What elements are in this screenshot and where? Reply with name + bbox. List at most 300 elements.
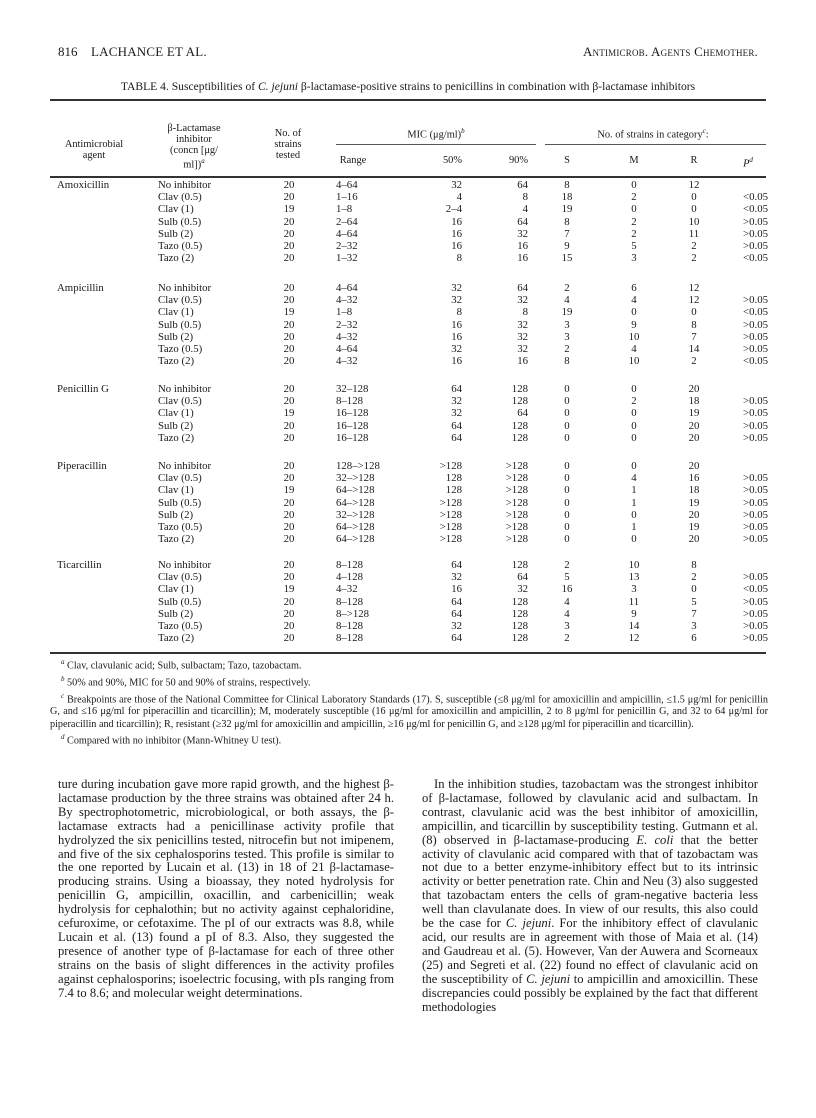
- p-value-cell: >0.05: [743, 330, 768, 343]
- inhibitor-cell: Clav (1): [158, 583, 194, 596]
- footnote-a: $^a$ Clav, clavulanic acid; Sulb, sulbactam; Tazo, tazobactam.: [61, 658, 302, 672]
- count-m-cell: 6: [631, 282, 637, 294]
- count-m-cell: 0: [631, 431, 637, 444]
- mic50-cell: >128: [439, 496, 462, 509]
- table-row: [0, 632, 816, 644]
- inhibitor-cell: Tazo (0.5): [158, 620, 203, 632]
- mic-range-cell: 4–64: [336, 282, 358, 294]
- mic90-cell: 128: [511, 419, 528, 432]
- running-authors: LACHANCE ET AL.: [91, 44, 207, 59]
- count-r-cell: 8: [691, 559, 697, 571]
- strains-tested-cell: 20: [283, 355, 295, 368]
- inhibitor-cell: Tazo (0.5): [158, 343, 203, 355]
- footnote-c: $^c$ Breakpoints are those of the National Committee for Clinical Laboratory Standards (17). S, susceptible (≤8 μg/ml for amoxicillin and ampicillin, ≤1.5 μg/ml for penicillin G, and ≤16 μg/ml for piperacillin and ticarcillin); M, moderately susceptible (16 μg/ml for amoxicillin and ampicillin, 2 to 8 μg/ml for penicillin G, and 32 to 64 μg/ml for piperacillin and ticarcillin); R, resistant (≥32 μg/ml for amoxicillin and ampicillin, ≥16 μg/ml for penicillin G, and ≥128 μg/ml for piperacillin and ticarcillin).: [50, 691, 768, 730]
- mic90-cell: >128: [505, 508, 528, 521]
- table-row: [0, 484, 816, 496]
- mic-range-cell: 8–128: [336, 595, 363, 608]
- count-m-cell: 0: [631, 508, 637, 521]
- inhibitor-cell: Clav (0.5): [158, 571, 202, 584]
- mic-range-cell: 4–32: [336, 583, 358, 596]
- mic50-cell: >128: [439, 460, 462, 472]
- table-bottom-rule: [50, 652, 766, 654]
- mic90-cell: 16: [517, 355, 528, 368]
- count-s-cell: 0: [564, 460, 570, 472]
- inhibitor-cell: Clav (0.5): [158, 472, 202, 485]
- count-m-cell: 0: [631, 306, 637, 319]
- inhibitor-cell: Sulb (2): [158, 227, 194, 240]
- mic90-cell: >128: [505, 533, 528, 546]
- inhibitor-cell: Tazo (0.5): [158, 240, 203, 252]
- mic-range-cell: 64–>128: [336, 521, 375, 533]
- mic90-cell: 64: [517, 407, 528, 420]
- mic50-cell: 32: [451, 179, 462, 191]
- p-value-cell: >0.05: [743, 521, 768, 533]
- table-row: [0, 355, 816, 367]
- mic-range-cell: 8–128: [336, 559, 363, 571]
- count-m-cell: 14: [628, 620, 640, 632]
- p-value-cell: >0.05: [743, 407, 768, 420]
- table-header-rule: [50, 176, 766, 178]
- body-right-column: [422, 778, 758, 1014]
- mic-range-cell: 4–32: [336, 294, 358, 307]
- mic-range-cell: 2–32: [336, 318, 358, 331]
- table-row: [0, 179, 816, 191]
- inhibitor-cell: Sulb (0.5): [158, 215, 202, 228]
- mic90-cell: 128: [511, 607, 528, 620]
- strains-tested-cell: 19: [283, 484, 295, 497]
- count-s-cell: 4: [564, 607, 570, 620]
- count-r-cell: 10: [688, 215, 700, 228]
- count-s-cell: 0: [564, 533, 570, 546]
- strains-tested-cell: 20: [283, 179, 295, 191]
- inhibitor-cell: Sulb (0.5): [158, 318, 202, 331]
- mic50-cell: 16: [451, 240, 462, 252]
- count-m-cell: 0: [631, 203, 637, 216]
- mic90-cell: 32: [517, 294, 528, 307]
- count-m-cell: 13: [628, 571, 640, 584]
- mic-range-cell: 1–32: [336, 252, 358, 265]
- count-m-cell: 10: [628, 559, 640, 571]
- strains-tested-cell: 20: [283, 607, 295, 620]
- count-s-cell: 0: [564, 472, 570, 485]
- table-row: [0, 203, 816, 215]
- count-s-cell: 0: [564, 484, 570, 497]
- strains-tested-cell: 20: [283, 191, 295, 204]
- strains-tested-cell: 19: [283, 203, 295, 216]
- count-s-cell: 3: [564, 620, 570, 632]
- mic50-cell: 64: [451, 559, 462, 571]
- mic-range-cell: 8–>128: [336, 607, 370, 620]
- count-r-cell: 2: [691, 355, 697, 368]
- count-m-cell: 11: [628, 595, 640, 608]
- mic90-cell: >128: [505, 496, 528, 509]
- table-row: [0, 420, 816, 432]
- mic50-cell: 16: [451, 355, 462, 368]
- count-m-cell: 9: [631, 318, 637, 331]
- count-m-cell: 0: [631, 533, 637, 546]
- table-row: [0, 252, 816, 264]
- inhibitor-cell: Clav (1): [158, 484, 194, 497]
- mic-range-cell: 4–64: [336, 227, 358, 240]
- p-value-cell: >0.05: [743, 395, 768, 408]
- count-m-cell: 0: [631, 407, 637, 420]
- mic-range-cell: 8–128: [336, 632, 363, 645]
- strains-tested-cell: 20: [283, 472, 295, 485]
- p-value-cell: <0.05: [743, 252, 768, 265]
- inhibitor-cell: Clav (1): [158, 407, 194, 420]
- count-r-cell: 7: [691, 607, 697, 620]
- mic50-cell: 16: [451, 330, 462, 343]
- strains-tested-cell: 20: [283, 282, 295, 294]
- mic-range-cell: 1–16: [336, 191, 358, 204]
- mic-range-cell: 64–>128: [336, 533, 375, 546]
- count-r-cell: 20: [688, 419, 700, 432]
- p-value-cell: >0.05: [743, 318, 768, 331]
- count-s-cell: 7: [564, 227, 570, 240]
- mic50-cell: 64: [451, 607, 462, 620]
- table-row: [0, 343, 816, 355]
- count-s-cell: 2: [564, 632, 570, 645]
- mic50-cell: 128: [445, 484, 462, 497]
- mic50-cell: 4: [456, 191, 462, 204]
- count-m-cell: 10: [628, 355, 640, 368]
- table-caption: TABLE 4. Susceptibilities of C. jejuni β-lactamase-positive strains to penicillins in combination with β-lactamase inhibitors: [120, 80, 696, 93]
- count-s-cell: 8: [564, 215, 570, 228]
- p-value-cell: >0.05: [743, 595, 768, 608]
- mic90-cell: 32: [517, 330, 528, 343]
- p-value-cell: >0.05: [743, 431, 768, 444]
- strains-tested-cell: 20: [283, 508, 295, 521]
- inhibitor-cell: Clav (1): [158, 203, 194, 216]
- mic-range-cell: 16–128: [336, 431, 369, 444]
- count-m-cell: 9: [631, 607, 637, 620]
- p-value-cell: >0.05: [743, 227, 768, 240]
- strains-tested-cell: 20: [283, 632, 295, 645]
- p-value-cell: <0.05: [743, 203, 768, 216]
- table-row: [0, 521, 816, 533]
- count-m-cell: 0: [631, 460, 637, 472]
- count-m-cell: 1: [631, 496, 637, 509]
- inhibitor-cell: Tazo (2): [158, 355, 195, 368]
- table-row: [0, 240, 816, 252]
- p-value-cell: >0.05: [743, 472, 768, 485]
- strains-tested-cell: 19: [283, 583, 295, 596]
- count-m-cell: 0: [631, 419, 637, 432]
- count-m-cell: 4: [631, 294, 637, 307]
- agent-cell: Piperacillin: [57, 460, 107, 472]
- inhibitor-cell: No inhibitor: [158, 282, 212, 294]
- mic-range-cell: 8–128: [336, 620, 363, 632]
- count-m-cell: 12: [628, 632, 640, 645]
- table-row: [0, 407, 816, 419]
- footnote-d: $^d$ Compared with no inhibitor (Mann-Whitney U test).: [61, 733, 282, 747]
- table-row: [0, 216, 816, 228]
- strains-tested-cell: 20: [283, 227, 295, 240]
- p-value-cell: <0.05: [743, 583, 768, 596]
- count-r-cell: 18: [688, 395, 700, 408]
- count-r-cell: 16: [688, 472, 700, 485]
- strains-tested-cell: 20: [283, 496, 295, 509]
- mic50-cell: 2–4: [445, 203, 462, 216]
- count-m-cell: 2: [631, 191, 637, 204]
- mic50-cell: 32: [451, 294, 462, 307]
- mic90-cell: 64: [517, 179, 528, 191]
- header-range: Range: [339, 155, 367, 166]
- table-row: [0, 383, 816, 395]
- count-s-cell: 15: [561, 252, 573, 265]
- inhibitor-cell: No inhibitor: [158, 383, 212, 395]
- mic90-cell: 32: [517, 343, 528, 355]
- header-inhibitor: β-Lactamase inhibitor (concn [μg/ ml])$^a$: [167, 123, 221, 171]
- count-s-cell: 0: [564, 395, 570, 408]
- p-value-cell: >0.05: [743, 419, 768, 432]
- table-row: [0, 228, 816, 240]
- mic-range-cell: 32–>128: [336, 472, 375, 485]
- count-r-cell: 20: [688, 431, 700, 444]
- count-m-cell: 2: [631, 227, 637, 240]
- inhibitor-cell: Tazo (2): [158, 431, 195, 444]
- table-row: [0, 460, 816, 472]
- strains-tested-cell: 20: [283, 419, 295, 432]
- mic-range-cell: 32–>128: [336, 508, 375, 521]
- p-value-cell: <0.05: [743, 355, 768, 368]
- strains-tested-cell: 20: [283, 343, 295, 355]
- strains-tested-cell: 20: [283, 383, 295, 395]
- inhibitor-cell: Tazo (2): [158, 632, 195, 645]
- table-footnotes: [50, 656, 768, 748]
- mic50-cell: 64: [451, 383, 462, 395]
- mic-range-cell: 2–32: [336, 240, 358, 252]
- p-value-cell: >0.05: [743, 343, 768, 355]
- agent-cell: Amoxicillin: [57, 179, 110, 191]
- table-row: [0, 608, 816, 620]
- table-row: [0, 620, 816, 632]
- table-row: [0, 331, 816, 343]
- count-m-cell: 3: [631, 252, 637, 265]
- table-row: [0, 282, 816, 294]
- count-s-cell: 19: [561, 306, 573, 319]
- table-row: [0, 559, 816, 571]
- mic50-cell: 16: [451, 215, 462, 228]
- count-m-cell: 5: [631, 240, 637, 252]
- table-row: [0, 583, 816, 595]
- count-s-cell: 3: [564, 330, 570, 343]
- strains-tested-cell: 19: [283, 306, 295, 319]
- mic90-cell: >128: [505, 484, 528, 497]
- mic-range-cell: 32–128: [336, 383, 369, 395]
- p-value-cell: >0.05: [743, 484, 768, 497]
- count-r-cell: 0: [691, 191, 697, 204]
- mic90-cell: 128: [511, 595, 528, 608]
- header-m: M: [629, 155, 639, 166]
- header-mic-group: MIC $(\mu g/ml)^b$: [407, 127, 465, 141]
- mic50-cell: 64: [451, 431, 462, 444]
- p-value-cell: >0.05: [743, 620, 768, 632]
- mic-range-cell: 4–64: [336, 179, 358, 191]
- mic-range-cell: 4–32: [336, 330, 358, 343]
- inhibitor-cell: Clav (0.5): [158, 395, 202, 408]
- count-r-cell: 6: [691, 632, 697, 645]
- count-r-cell: 5: [691, 595, 697, 608]
- mic-range-cell: 64–>128: [336, 496, 375, 509]
- inhibitor-cell: Sulb (2): [158, 419, 194, 432]
- header-strains-tested: No. of strains tested: [274, 128, 302, 161]
- page-number: 816: [58, 44, 78, 59]
- inhibitor-cell: Sulb (0.5): [158, 595, 202, 608]
- count-r-cell: 12: [688, 179, 700, 191]
- count-r-cell: 0: [691, 203, 697, 216]
- mic-range-cell: 16–128: [336, 407, 369, 420]
- mic50-cell: 64: [451, 419, 462, 432]
- agent-cell: Penicillin G: [57, 383, 109, 395]
- mic90-cell: 4: [522, 203, 528, 216]
- count-s-cell: 16: [561, 583, 573, 596]
- mic50-cell: >128: [439, 508, 462, 521]
- count-m-cell: 4: [631, 472, 637, 485]
- inhibitor-cell: Tazo (2): [158, 533, 195, 546]
- mic50-cell: 32: [451, 343, 462, 355]
- count-s-cell: 2: [564, 282, 570, 294]
- mic50-cell: 8: [456, 252, 462, 265]
- count-s-cell: 2: [564, 343, 570, 355]
- mic50-cell: 32: [451, 395, 462, 408]
- count-r-cell: 2: [691, 571, 697, 584]
- paragraph: ture during incubation gave more rapid growth, and the highest β-lactamase production by the three strains was obtained after 24 h. By spectrophotometric, microbiological, or both assays, the β-lactamase extracts had a penicillinase activity profile that hydrolyzed the six penicillins tested, nitrocefin but not imipenem, and five of the six cephalosporins tested. This profile is similar to the one reported by Lucain et al. (13) in 18 of 21 β-lactamase-producing strains. Using a bioassay, they noted hydrolysis for penicillin G, ampicillin, oxacillin, and carbenicillin; weak hydrolysis for cephalothin; but no activity against cephaloridine, cefuroxime, or cefotaxime. The pI of our extracts was 8.8, while Lucain et al. (13) found a pI of 8.3. Also, they suggested the presence of another type of β-lactamase for each of three other strains on the basis of slight differences in the activity profiles against cephalosporins; isoelectric focusing, with pIs ranging from 7.4 to 8.6; and molecular weight determinations.: [58, 777, 394, 1000]
- mic90-cell: >128: [505, 472, 528, 485]
- p-value-cell: >0.05: [743, 294, 768, 307]
- mic90-cell: 32: [517, 318, 528, 331]
- count-s-cell: 18: [561, 191, 573, 204]
- table-row: [0, 596, 816, 608]
- strains-tested-cell: 20: [283, 215, 295, 228]
- strains-tested-cell: 20: [283, 252, 295, 265]
- count-r-cell: 19: [688, 521, 700, 533]
- count-s-cell: 0: [564, 419, 570, 432]
- mic50-cell: 64: [451, 595, 462, 608]
- mic50-cell: 32: [451, 282, 462, 294]
- inhibitor-cell: No inhibitor: [158, 559, 212, 571]
- agent-cell: Ticarcillin: [57, 559, 102, 571]
- count-r-cell: 3: [691, 620, 697, 632]
- count-r-cell: 11: [688, 227, 700, 240]
- mic-range-cell: 1–8: [336, 306, 353, 319]
- table-row: [0, 533, 816, 545]
- count-r-cell: 20: [688, 508, 700, 521]
- count-r-cell: 0: [691, 583, 697, 596]
- inhibitor-cell: Sulb (2): [158, 330, 194, 343]
- count-r-cell: 20: [688, 533, 700, 546]
- count-r-cell: 14: [688, 343, 700, 355]
- inhibitor-cell: Clav (0.5): [158, 294, 202, 307]
- mic90-cell: 64: [517, 282, 528, 294]
- count-s-cell: 4: [564, 294, 570, 307]
- mic90-cell: 32: [517, 583, 528, 596]
- count-s-cell: 9: [564, 240, 570, 252]
- p-value-cell: >0.05: [743, 607, 768, 620]
- mic-range-cell: 4–32: [336, 355, 358, 368]
- count-s-cell: 4: [564, 595, 570, 608]
- mic50-cell: >128: [439, 533, 462, 546]
- mic-range-cell: 1–8: [336, 203, 353, 216]
- count-r-cell: 2: [691, 240, 697, 252]
- inhibitor-cell: Sulb (0.5): [158, 496, 202, 509]
- p-value-cell: >0.05: [743, 632, 768, 645]
- count-m-cell: 3: [631, 583, 637, 596]
- p-value-cell: >0.05: [743, 240, 768, 252]
- p-value-cell: >0.05: [743, 533, 768, 546]
- strains-tested-cell: 20: [283, 595, 295, 608]
- strains-tested-cell: 19: [283, 407, 295, 420]
- table-row: [0, 191, 816, 203]
- mic90-cell: 64: [517, 215, 528, 228]
- strains-tested-cell: 20: [283, 571, 295, 584]
- mic90-cell: >128: [505, 521, 528, 533]
- table-row: [0, 497, 816, 509]
- table-row: [0, 472, 816, 484]
- header-category-group: No. of strains in category$^c$:: [597, 127, 709, 141]
- mic50-cell: 16: [451, 318, 462, 331]
- table-row: [0, 306, 816, 318]
- inhibitor-cell: Tazo (2): [158, 252, 195, 265]
- mic50-cell: 16: [451, 227, 462, 240]
- count-r-cell: 0: [691, 306, 697, 319]
- mic-range-cell: 4–64: [336, 343, 358, 355]
- count-s-cell: 5: [564, 571, 570, 584]
- table-row: [0, 571, 816, 583]
- header-agent: Antimicrobial agent: [64, 139, 124, 161]
- mic50-cell: 32: [451, 407, 462, 420]
- count-r-cell: 19: [688, 496, 700, 509]
- inhibitor-cell: Sulb (2): [158, 508, 194, 521]
- count-s-cell: 2: [564, 559, 570, 571]
- strains-tested-cell: 20: [283, 395, 295, 408]
- count-s-cell: 3: [564, 318, 570, 331]
- strains-tested-cell: 20: [283, 431, 295, 444]
- count-r-cell: 20: [688, 383, 700, 395]
- p-value-cell: >0.05: [743, 496, 768, 509]
- strains-tested-cell: 20: [283, 460, 295, 472]
- inhibitor-cell: No inhibitor: [158, 179, 212, 191]
- mic90-cell: 128: [511, 559, 528, 571]
- count-r-cell: 8: [691, 318, 697, 331]
- mic-range-cell: 8–128: [336, 395, 363, 408]
- count-m-cell: 0: [631, 383, 637, 395]
- strains-tested-cell: 20: [283, 294, 295, 307]
- count-s-cell: 8: [564, 179, 570, 191]
- count-s-cell: 0: [564, 431, 570, 444]
- header-mic90: 90%: [508, 155, 528, 166]
- count-r-cell: 2: [691, 252, 697, 265]
- count-m-cell: 10: [628, 330, 640, 343]
- p-value-cell: <0.05: [743, 191, 768, 204]
- count-r-cell: 20: [688, 460, 700, 472]
- header-p: $P^d$: [743, 156, 753, 170]
- p-value-cell: >0.05: [743, 215, 768, 228]
- table-row: [0, 395, 816, 407]
- mic50-cell: 8: [456, 306, 462, 319]
- running-header: [58, 44, 758, 62]
- strains-tested-cell: 20: [283, 240, 295, 252]
- mic90-cell: 128: [511, 632, 528, 645]
- mic-range-cell: 16–128: [336, 419, 369, 432]
- mic-range-cell: 2–64: [336, 215, 358, 228]
- paragraph: In the inhibition studies, tazobactam was the strongest inhibitor of β-lactamase, followed by clavulanic acid and sulbactam. In contrast, clavulanic acid was the best inhibitor of amoxicillin, ampicillin, and ticarcillin by susceptibility testing. Gutmann et al. (8) observed in β-lactamase-producing E. coli that the better activity of clavulanic acid compared with that of tazobactam was not due to a better enzyme-inhibitory effect but to its intrinsic activity or better penetration rate. Chin and Neu (3) also suggested that tazobactam enters the cells of gram-negative bacteria less well than clavulanate does. In view of our results, this also could be the case for C. jejuni. For the inhibitory effect of clavulanic acid, our results are in agreement with those of Maia et al. (14) and Gaudreau et al. (5). However, Van der Auwera and Scorneaux (25) and Segreti et al. (22) found no effect of clavulanic acid on the susceptibility of C. jejuni to ampicillin and amoxicillin. These discrepancies could possibly be explained by the fact that different methodologies: [422, 777, 759, 1014]
- count-m-cell: 2: [631, 215, 637, 228]
- count-m-cell: 0: [631, 179, 637, 191]
- mic90-cell: 128: [511, 620, 528, 632]
- table-row: [0, 319, 816, 331]
- table-row: [0, 509, 816, 521]
